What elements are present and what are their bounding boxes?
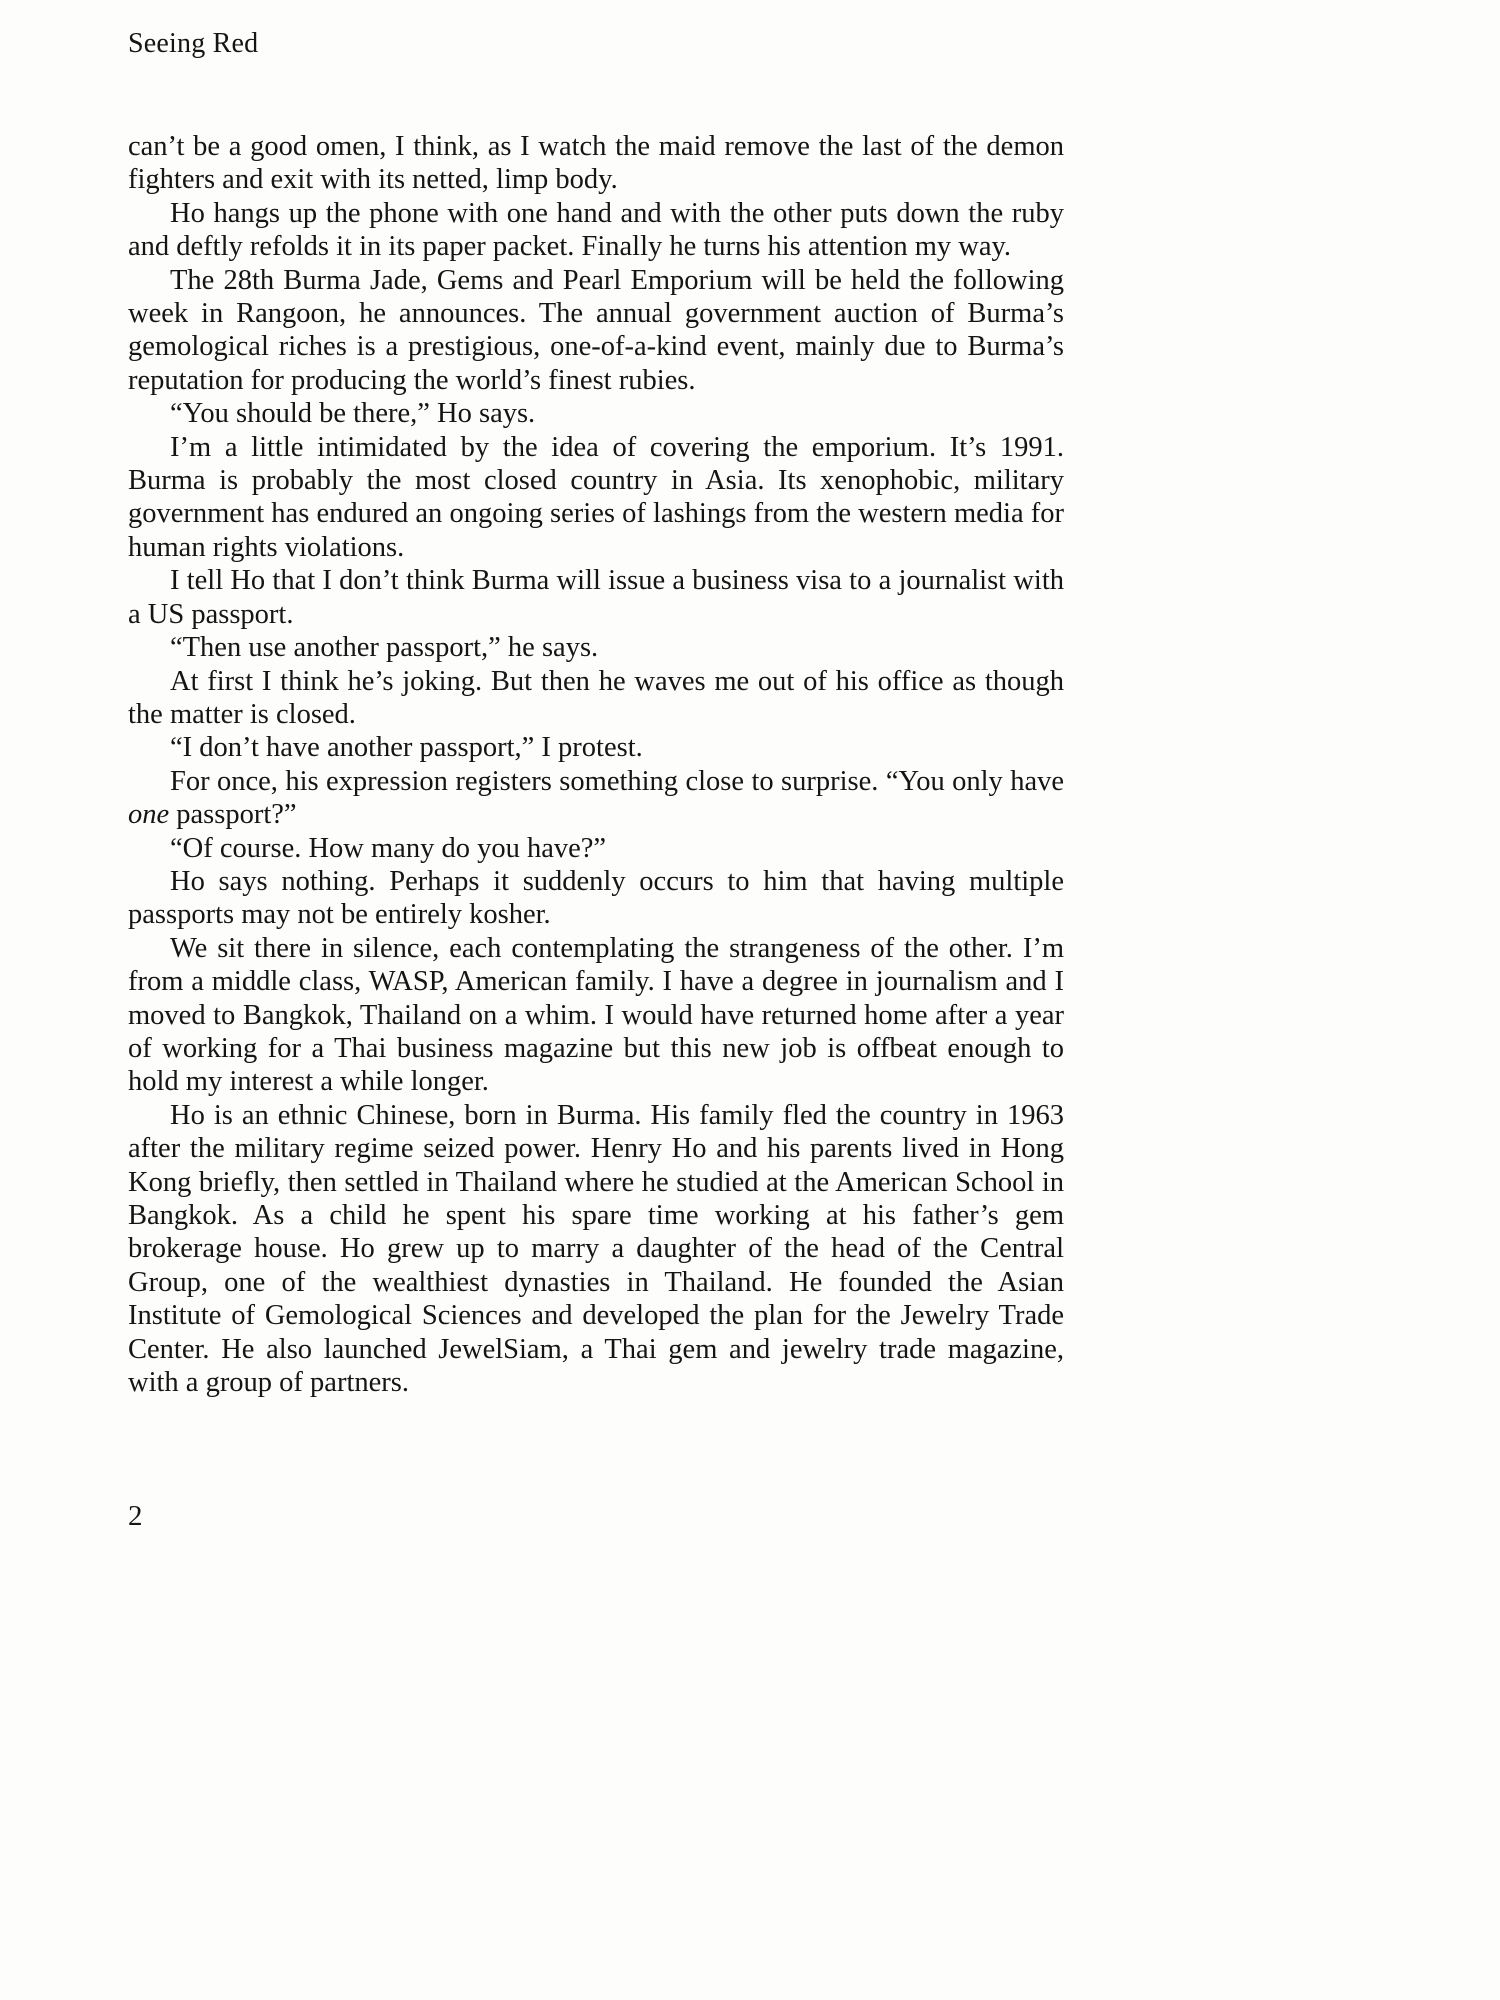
emphasized-word: one — [128, 799, 170, 831]
paragraph: Ho is an ethnic Chinese, born in Burma. His family fled the country in 1963 after the military regime seized power. Henry Ho and his parents lived in Hong Kong briefly, then settled in Thailand where he studied at the American School in Bangkok. As a child he spent his spare time working at his father’s gem brokerage house. Ho grew up to marry a daughter of the head of the Central Group, one of the wealthiest dynasties in Thailand. He founded the Asian Institute of Gemological Sciences and developed the plan for the Jewelry Trade Center. He also launched JewelSiam, a Thai gem and jewelry trade magazine, with a group of partners. — [128, 1099, 1064, 1399]
paragraph: “I don’t have another passport,” I protest. — [170, 732, 643, 764]
paragraph: The 28th Burma Jade, Gems and Pearl Emporium will be held the following week in Rangoon, he announces. The annual government auction of Burma’s gemological riches is a prestigious, one-of-a-kind event, mainly due to Burma’s reputation for producing the world’s finest rubies. — [128, 264, 1064, 396]
paragraph: “Of course. How many do you have?” — [170, 832, 607, 864]
paragraph: I’m a little intimidated by the idea of covering the emporium. It’s 1991. Burma is probably the most closed country in Asia. Its xenophobic, military government has endured an ongoing series of lashings from the western media for human rights violations. — [128, 431, 1064, 563]
paragraph: We sit there in silence, each contemplating the strangeness of the other. I’m from a middle class, WASP, American family. I have a degree in journalism and I moved to Bangkok, Thailand on a whim. I would have returned home after a year of working for a Thai business magazine but this new job is offbeat enough to hold my interest a while longer. — [128, 932, 1064, 1098]
paragraph: “You should be there,” Ho says. — [170, 398, 536, 430]
paragraph-text: For once, his expression registers something close to surprise. “You only have — [170, 765, 1064, 797]
paragraph — [128, 765, 1064, 832]
paragraph: can’t be a good omen, I think, as I watch the maid remove the last of the demon fighters and exit with its netted, limp body. — [128, 131, 1064, 196]
page-number: 2 — [128, 1500, 143, 1532]
paragraph: I tell Ho that I don’t think Burma will issue a business visa to a journalist with a US passport. — [128, 565, 1064, 630]
running-header: Seeing Red — [128, 28, 259, 59]
paragraph-text: passport?” — [169, 799, 297, 831]
paragraph: Ho hangs up the phone with one hand and with the other puts down the ruby and deftly refolds it in its paper packet. Finally he turns his attention my way. — [128, 197, 1064, 263]
paragraph: “Then use another passport,” he says. — [170, 632, 599, 664]
page-body — [128, 130, 1064, 1399]
paragraph: Ho says nothing. Perhaps it suddenly occurs to him that having multiple passports may not be entirely kosher. — [128, 865, 1064, 931]
paragraph: At first I think he’s joking. But then he waves me out of his office as though the matter is closed. — [128, 665, 1064, 730]
